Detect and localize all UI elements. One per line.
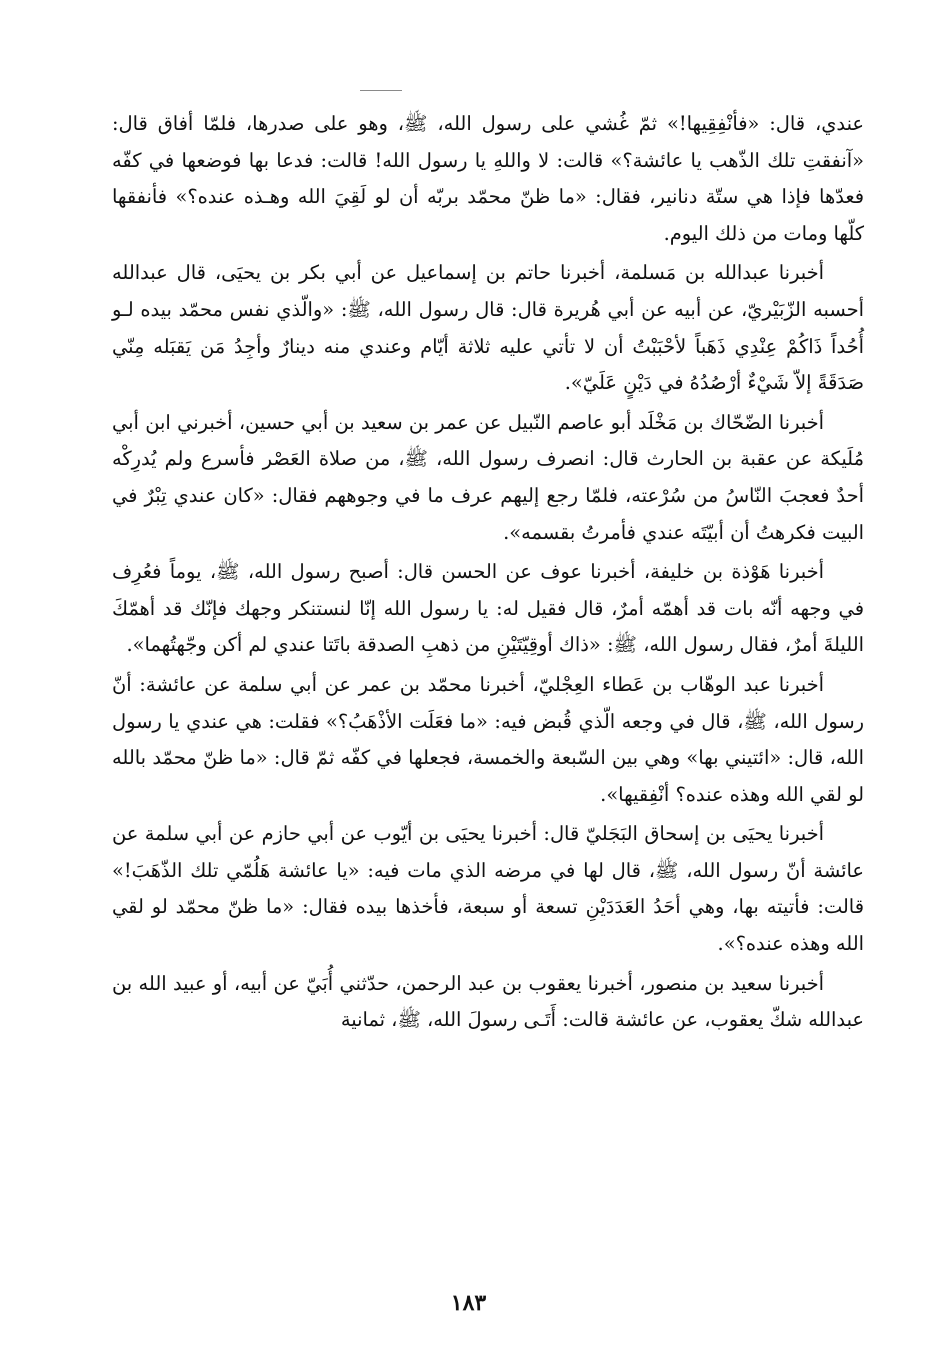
body-text xyxy=(112,106,864,1039)
paragraph-1: عندي، قال: «فأنْفِقِيها!» ثمّ غُشي على رسول الله، ﷺ، وهو على صدرها، فلمّا أفاق قال: «آنفقتِ تلك الذّهب يا عائشة؟» قالت: لا واللهِ يا رسول الله! قالت: فدعا بها فوضعها في كفّه فعدّها فإذا هي ستّة دنانير، فقال: «ما ظنّ محمّد بربّه أن لو لَقِيَ الله وهـذه عنده؟» فأنفقها كلّها ومات من ذلك اليوم. xyxy=(112,112,864,245)
paragraph-4: أخبرنا هَوْذة بن خليفة، أخبرنا عوف عن الحسن قال: أصبح رسول الله، ﷺ، يوماً فعُرِف في وجهه أنّه بات قد أهمّه أمرٌ، قال فقيل له: يا رسول الله إنّا لنستنكر وجهك فإنّك قد أهمّكَ الليلةَ أمرٌ، فقال رسول الله، ﷺ: «ذاك أوقِيّتَيْنِ من ذهبِ الصدقة باتَتا عندي لم أكن وجّهتُهما». xyxy=(112,560,864,657)
header-rule xyxy=(360,90,402,91)
paragraph-2: أخبرنا عبدالله بن مَسلمة، أخبرنا حاتم بن إسماعيل عن أبي بكر بن يحيَى، قال عبدالله أحسبه الزّبَيْريّ، عن أبيه عن أبي هُريرة قال: قال رسول الله، ﷺ: «والّذي نفس محمّد بيده لـو أُحُداً ذَاكُمْ عِنْدِي ذَهَباً لأحْبَبْتُ أن لا تأتي عليه ثلاثة أيّام وعندي منه دينارٌ وأجِدُ مَن يَقبَله مِنّي صَدَقَةً إلاّ شَيْءٌ أرْصُدُهُ في دَيْنٍ عَلَيّ». xyxy=(112,261,864,395)
paragraph-6: أخبرنا يحيَى بن إسحاق البَجَليّ قال: أخبرنا يحيَى بن أيّوب عن أبي حازم عن أبي سلمة عن عائشة أنّ رسول الله، ﷺ، قال لها في مرضه الذي مات فيه: «يا عائشة هَلُمّي تلك الذّهَبَ!» قالت: فأتيته بها، وهي أحَدُ العَدَدَيْنِ تسعة أو سبعة، فأخذها بيده فقال: «ما ظنّ محمّد لو لقي الله وهذه عنده؟». xyxy=(112,822,864,956)
paragraph-5: أخبرنا عبد الوهّاب بن عَطاء العِجْليّ، أخبرنا محمّد بن عمر عن أبي سلمة عن عائشة: أنّ رسول الله، ﷺ، قال في وجعه الّذي قُبض فيه: «ما فعَلَت الأذْهَبُ؟» فقلت: هي عندي يا رسول الله، قال: «ائتيني بها» وهي بين السّبعة والخمسة، فجعلها في كفّه ثمّ قال: «ما ظنّ محمّد بالله لو لقي الله وهذه عنده؟ أنْفِقيها». xyxy=(112,672,864,806)
paragraph-7: أخبرنا سعيد بن منصور، أخبرنا يعقوب بن عبد الرحمن، حدّثني أُبَيّ عن أبيه، أو عبيد الله بن عبدالله شكّ يعقوب، عن عائشة قالت: أَتَـى رسولَ الله، ﷺ، ثمانية xyxy=(112,971,864,1032)
paragraph-3: أخبرنا الضّحّاك بن مَخْلَد أبو عاصم النّبيل عن عمر بن سعيد بن أبي حسين، أخبرني ابن أبي مُلَيكة عن عقبة بن الحارث قال: انصرف رسول الله، ﷺ، من صلاة العَصْر فأسرع ولم يُدرِكْه أحدٌ فعجبَ النّاسُ من سُرْعته، فلمّا رجع إليهم عرف ما في وجوههم فقال: «كان عندي تِبْرٌ في البيت فكرهتُ أن أبيّتَه عندي فأمرتُ بقسمه». xyxy=(112,410,864,544)
page-number: ١٨٣ xyxy=(450,1290,487,1316)
